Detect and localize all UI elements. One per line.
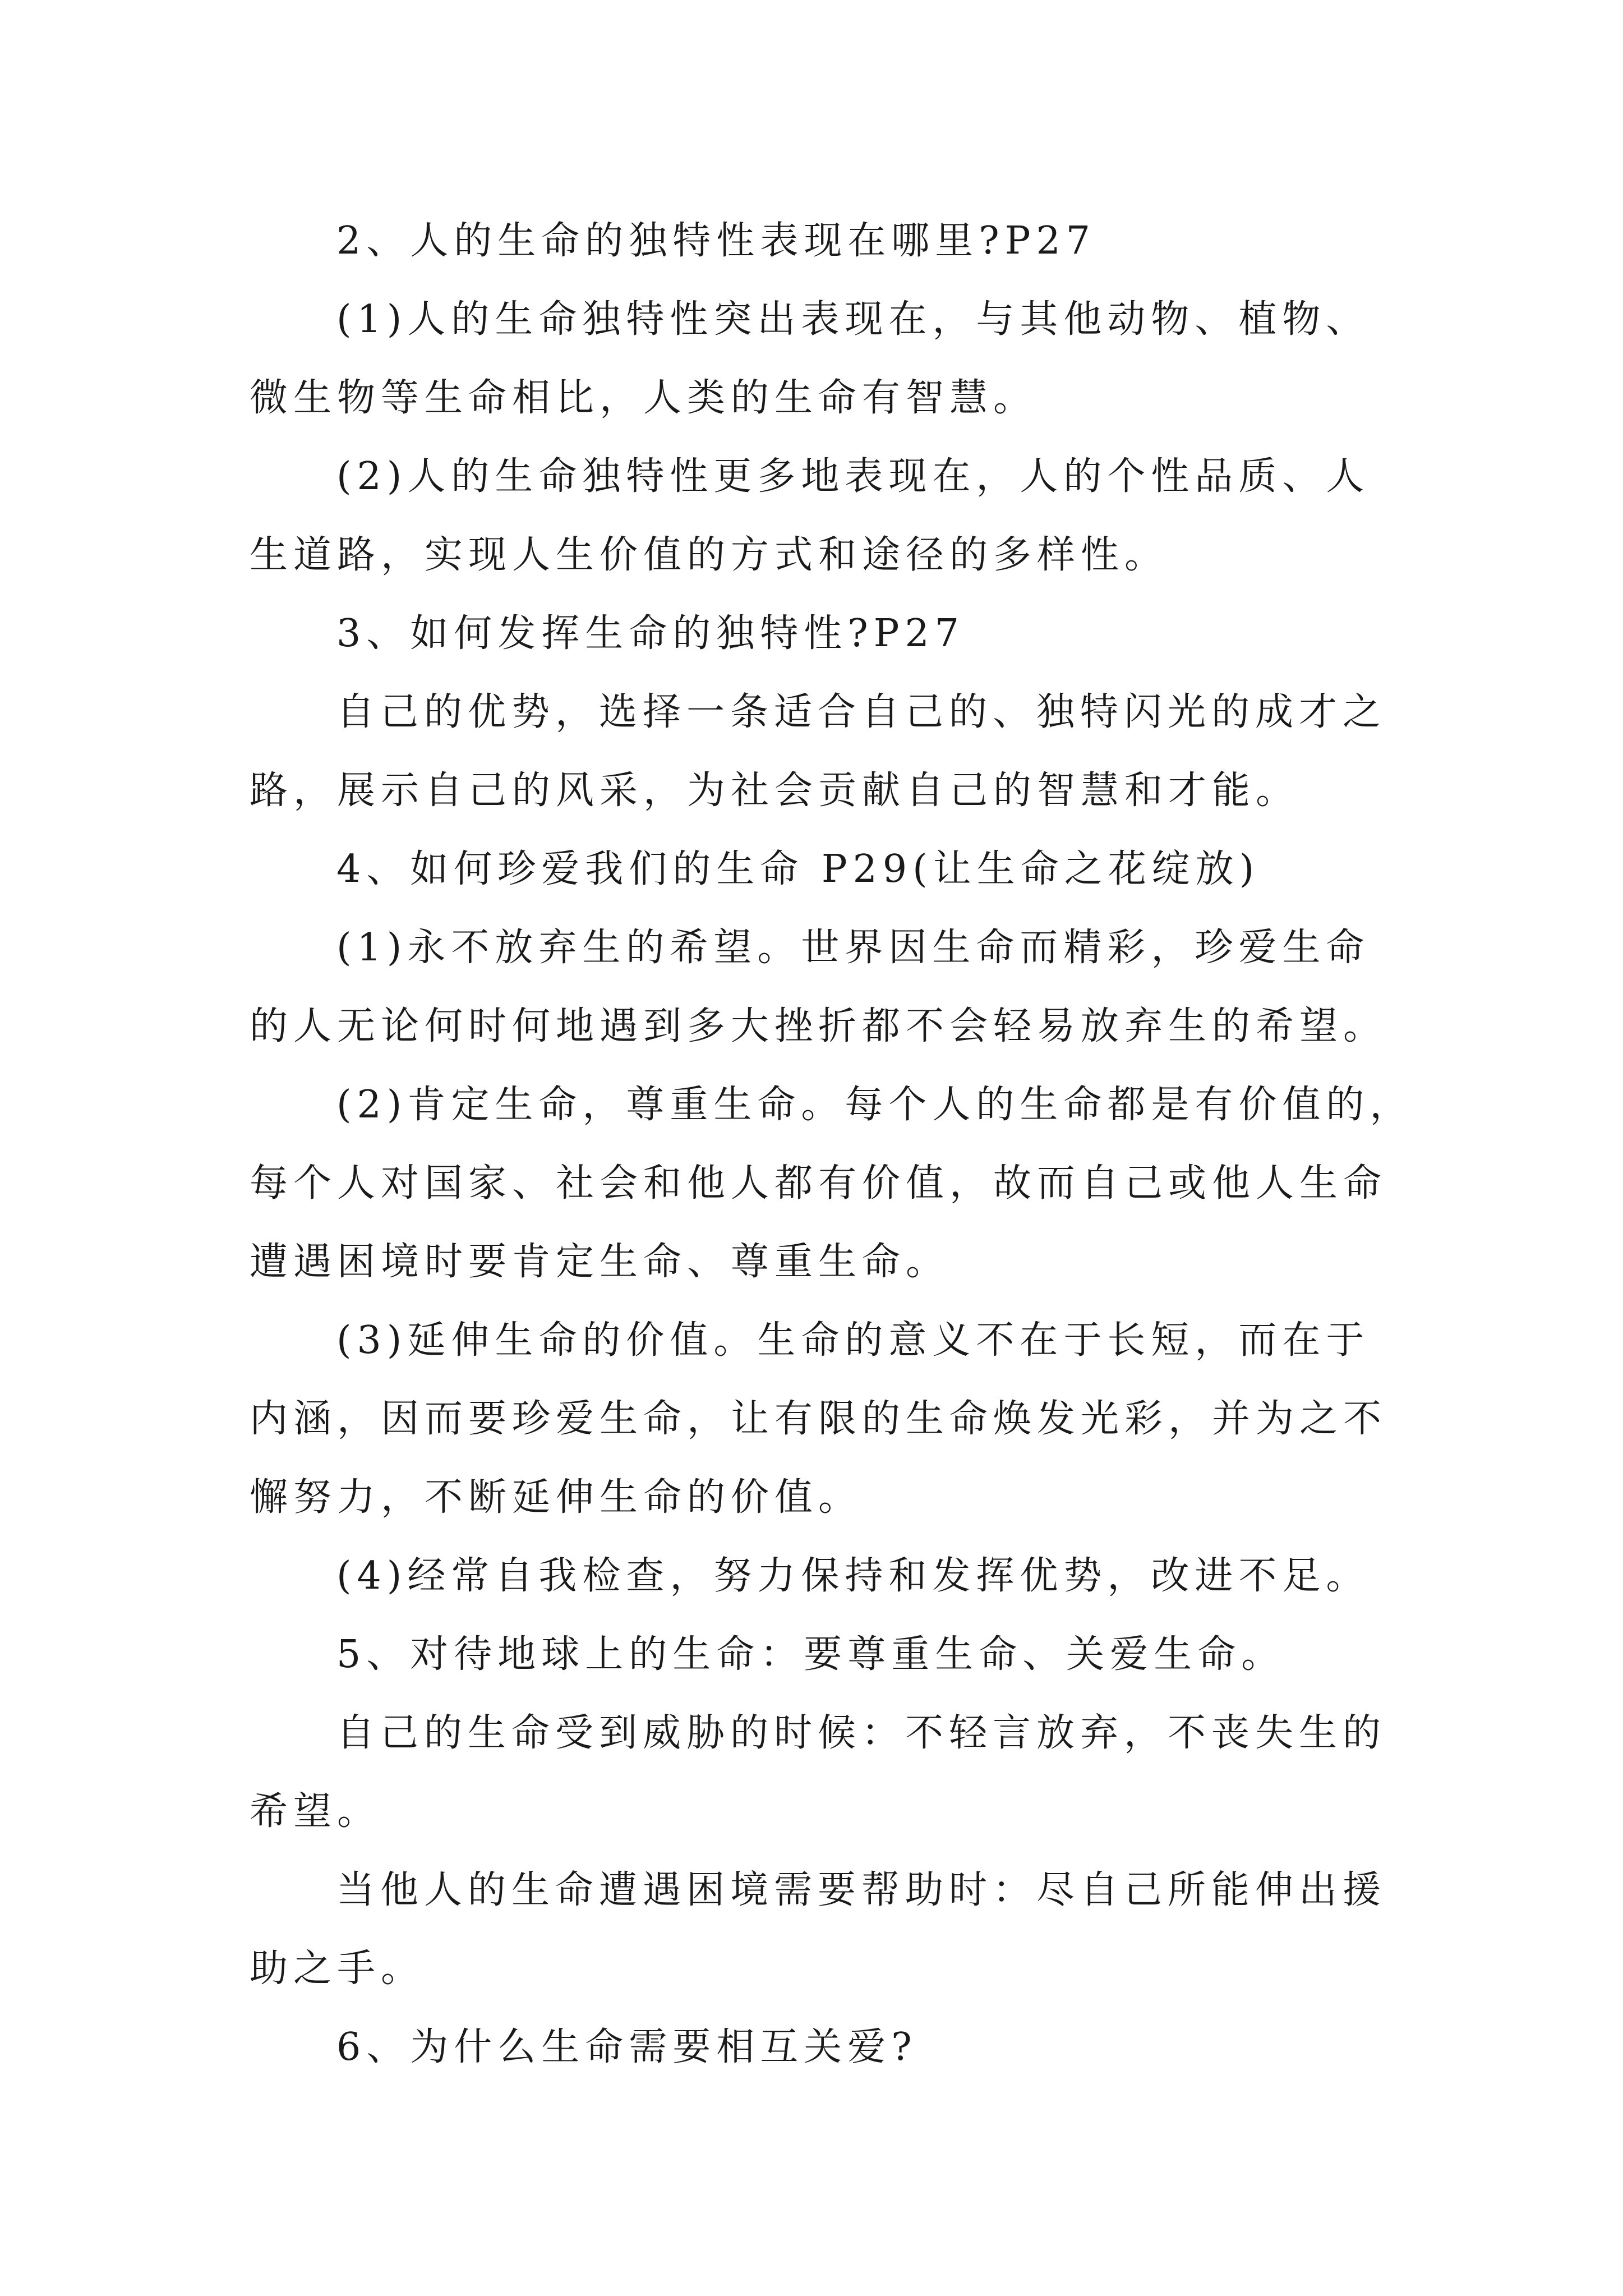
paragraph-line: 自己的优势，选择一条适合自己的、独特闪光的成才之: [336, 690, 1387, 734]
paragraph-line: 微生物等生命相比，人类的生命有智慧。: [250, 376, 1038, 420]
paragraph-line: (3)延伸生命的价值。生命的意义不在于长短，而在于: [336, 1318, 1370, 1363]
heading-q3: 3、如何发挥生命的独特性?P27: [336, 611, 965, 656]
paragraph-line: (4)经常自我检查，努力保持和发挥优势，改进不足。: [336, 1554, 1370, 1598]
paragraph-line: 路，展示自己的风采，为社会贡献自己的智慧和才能。: [250, 769, 1300, 813]
heading-q6: 6、为什么生命需要相互关爱?: [336, 2025, 917, 2069]
paragraph-line: 每个人对国家、社会和他人都有价值，故而自己或他人生命: [250, 1161, 1387, 1205]
paragraph-line: (1)永不放弃生的希望。世界因生命而精彩，珍爱生命: [336, 926, 1370, 970]
heading-q4: 4、如何珍爱我们的生命 P29(让生命之花绽放): [336, 847, 1260, 891]
paragraph-line: (2)人的生命独特性更多地表现在，人的个性品质、人: [336, 454, 1370, 499]
paragraph-line: 希望。: [250, 1789, 381, 1834]
paragraph-line: 当他人的生命遭遇困境需要帮助时：尽自己所能伸出援: [336, 1868, 1387, 1912]
paragraph-line: 内涵，因而要珍爱生命，让有限的生命焕发光彩，并为之不: [250, 1397, 1387, 1441]
paragraph-line: 懈努力，不断延伸生命的价值。: [250, 1475, 863, 1520]
paragraph-line: (1)人的生命独特性突出表现在，与其他动物、植物、: [336, 297, 1370, 342]
paragraph-line: 的人无论何时何地遇到多大挫折都不会轻易放弃生的希望。: [250, 1004, 1387, 1048]
paragraph-line: (2)肯定生命，尊重生命。每个人的生命都是有价值的，: [336, 1083, 1414, 1127]
paragraph-line: 助之手。: [250, 1947, 425, 1991]
paragraph-line: 自己的生命受到威胁的时候：不轻言放弃，不丧失生的: [336, 1711, 1387, 1755]
heading-q5: 5、对待地球上的生命：要尊重生命、关爱生命。: [336, 1632, 1285, 1677]
paragraph-line: 遭遇困境时要肯定生命、尊重生命。: [250, 1240, 950, 1284]
heading-q2: 2、人的生命的独特性表现在哪里?P27: [336, 219, 1096, 263]
paragraph-line: 生道路，实现人生价值的方式和途径的多样性。: [250, 533, 1169, 577]
